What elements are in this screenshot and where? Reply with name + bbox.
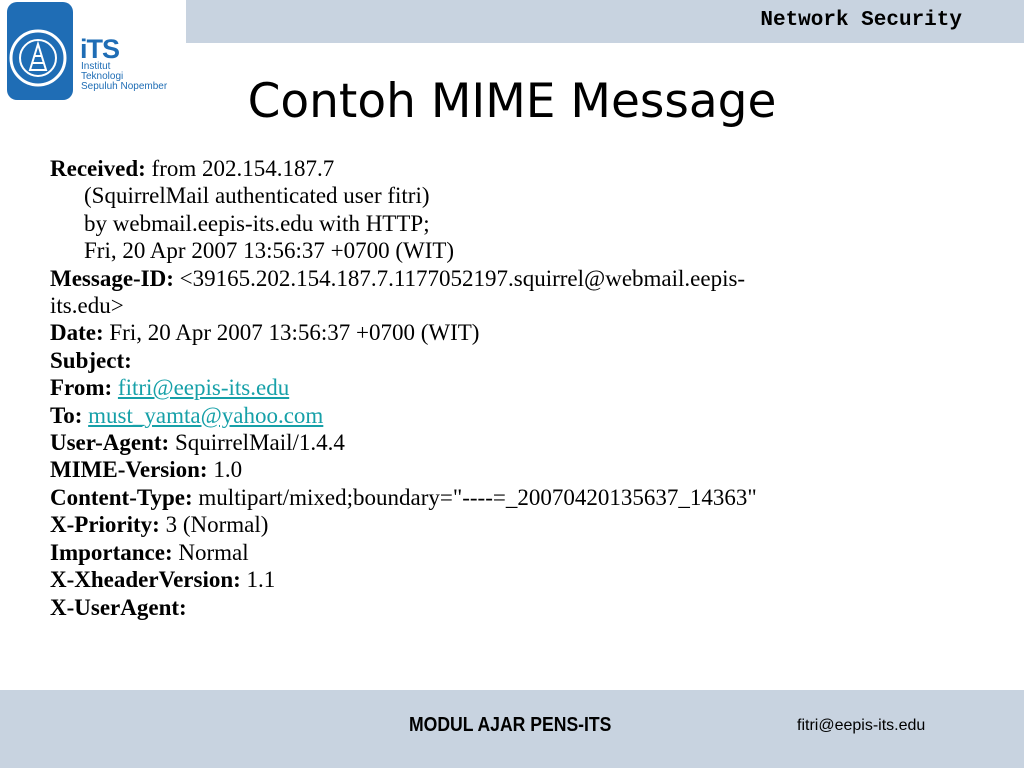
field-key: User-Agent: — [50, 430, 170, 456]
header-line-mime-version — [50, 456, 950, 483]
mime-message — [50, 155, 950, 621]
header-line-subject — [50, 347, 950, 374]
header-line-message-id — [50, 265, 950, 292]
field-value: Normal — [172, 539, 249, 565]
field-value: Fri, 20 Apr 2007 13:56:37 +0700 (WIT) — [103, 320, 480, 346]
header-line-importance — [50, 539, 950, 566]
field-value: from 202.154.187.7 — [145, 156, 335, 181]
footer-email: fitri@eepis-its.edu — [797, 717, 926, 734]
from-email-link[interactable]: fitri@eepis-its.edu — [117, 375, 290, 401]
field-key: Subject: — [50, 347, 132, 373]
field-key: Content-Type: — [50, 484, 193, 510]
footer-bar — [0, 690, 1024, 768]
field-key: To: — [50, 402, 83, 428]
header-title: Network Security — [760, 9, 962, 32]
received-continuation: (SquirrelMail authenticated user fitri) — [84, 183, 430, 209]
field-key: X-UserAgent: — [50, 594, 187, 620]
slide-title — [0, 71, 1024, 129]
header-line-received — [50, 155, 950, 182]
field-key: Date: — [50, 320, 104, 346]
logo-name: iTS — [80, 34, 120, 64]
field-key: Message-ID: — [50, 265, 174, 291]
logo-line-1: Institut — [81, 61, 111, 72]
header-line-to — [50, 402, 950, 429]
received-continuation: by webmail.eepis-its.edu with HTTP; — [84, 210, 430, 236]
header-line-content-type — [50, 484, 950, 511]
header-line-from — [50, 374, 950, 401]
header-line-x-priority — [50, 511, 950, 538]
field-key: Importance: — [50, 539, 173, 565]
field-key: Received: — [50, 156, 146, 181]
message-id-continuation: its.edu> — [50, 293, 124, 319]
field-value: SquirrelMail/1.4.4 — [169, 430, 345, 456]
header-line-x-xheaderversion — [50, 566, 950, 593]
slide-title-text: Contoh MIME Message — [247, 74, 777, 129]
header-line-date — [50, 319, 950, 346]
header-line-x-useragent — [50, 594, 950, 621]
field-key: X-Priority: — [50, 512, 160, 538]
field-value: <39165.202.154.187.7.1177052197.squirrel@webmail.eepis- — [173, 265, 746, 291]
field-value: 1.0 — [207, 457, 243, 483]
logo-line-3: Sepuluh Nopember — [81, 81, 168, 92]
logo-line-2: Teknologi — [81, 71, 124, 82]
field-value: 1.1 — [240, 567, 276, 593]
field-key: X-XheaderVersion: — [50, 567, 241, 593]
footer-module-label: MODUL AJAR PENS-ITS — [409, 714, 612, 736]
field-value: 3 (Normal) — [159, 512, 269, 538]
field-value: multipart/mixed;boundary="----=_20070420135637_14363" — [192, 484, 757, 510]
field-key: From: — [50, 375, 113, 401]
header-bar — [186, 0, 1024, 43]
received-continuation: Fri, 20 Apr 2007 13:56:37 +0700 (WIT) — [84, 238, 455, 264]
header-line-user-agent — [50, 429, 950, 456]
field-key: MIME-Version: — [50, 457, 208, 483]
to-email-link[interactable]: must_yamta@yahoo.com — [88, 402, 324, 428]
